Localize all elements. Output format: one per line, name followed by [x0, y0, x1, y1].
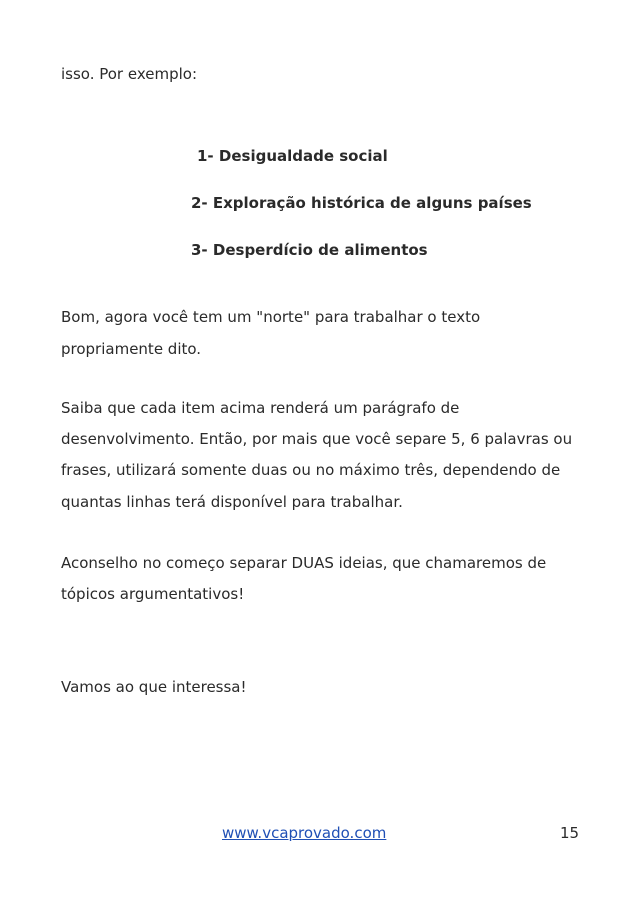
- page-number: 15: [560, 824, 580, 842]
- paragraph-2-line-1: Saiba que cada item acima renderá um parágrafo de: [61, 399, 460, 417]
- paragraph-4-line-1: Vamos ao que interessa!: [61, 678, 247, 696]
- paragraph-3-line-2: tópicos argumentativos!: [61, 585, 245, 603]
- paragraph-2-line-3: frases, utilizará somente duas ou no máximo três, dependendo de: [61, 461, 561, 479]
- paragraph-1-line-1: Bom, agora você tem um "norte" para trabalhar o texto: [61, 308, 481, 326]
- paragraph-3-line-1: Aconselho no começo separar DUAS ideias, que chamaremos de: [61, 554, 547, 572]
- list-item-3: 3- Desperdício de alimentos: [191, 241, 428, 259]
- paragraph-1-line-2: propriamente dito.: [61, 340, 202, 358]
- list-item-1: 1- Desigualdade social: [197, 147, 388, 165]
- website-link[interactable]: www.vcaprovado.com: [222, 824, 387, 842]
- paragraph-2-line-2: desenvolvimento. Então, por mais que você separe 5, 6 palavras ou: [61, 430, 573, 448]
- paragraph-2-line-4: quantas linhas terá disponível para trabalhar.: [61, 493, 403, 511]
- intro-text: isso. Por exemplo:: [61, 65, 198, 83]
- list-item-2: 2- Exploração histórica de alguns países: [191, 194, 532, 212]
